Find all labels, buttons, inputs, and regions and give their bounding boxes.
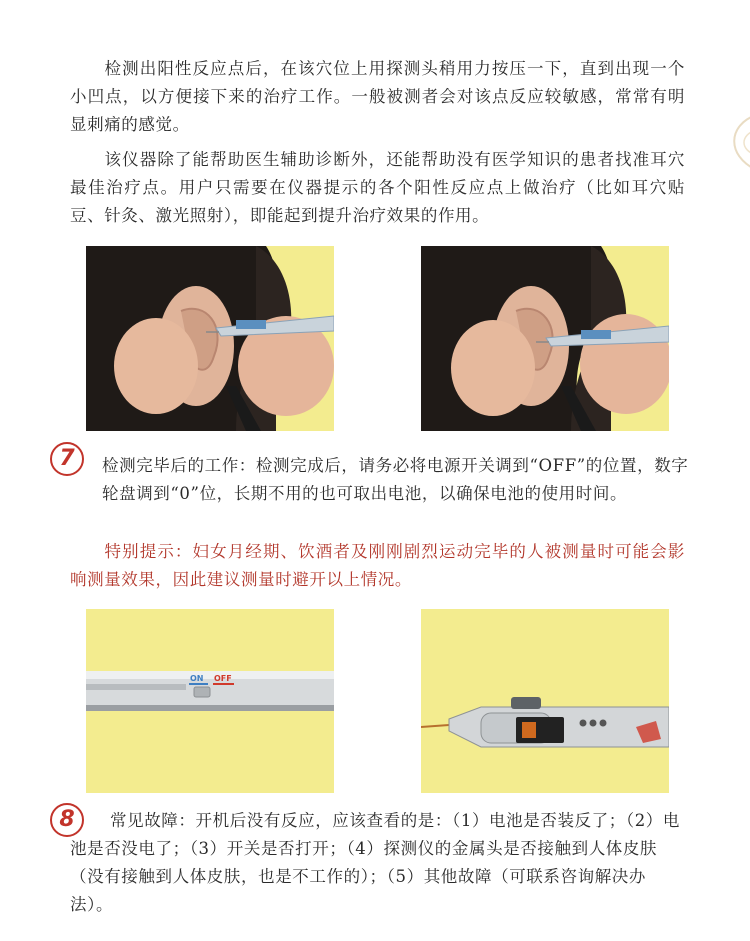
corner-ornament-icon	[718, 110, 750, 180]
switch-off-label: OFF	[214, 674, 232, 683]
power-switch-photo	[86, 609, 334, 793]
ear-detection-photo-2	[421, 246, 669, 431]
intro-paragraph-2: 该仪器除了能帮助医生辅助诊断外，还能帮助没有医学知识的患者找准耳穴最佳治疗点。用户只需要在仪器提示的各个阳性反应点上做治疗（比如耳穴贴豆、针灸、激光照射），即能起到提升治疗效果的作用。	[70, 150, 685, 225]
section-8-text: 常见故障：开机后没有反应，应该查看的是：（1）电池是否装反了；（2）电池是否没电了；（3）开关是否打开；（4）探测仪的金属头是否接触到人体皮肤（没有接触到人体皮肤，也是不工作的）；（5）其他故障（可联系咨询解决办法）。	[70, 811, 680, 914]
special-tip-text: 特别提示：妇女月经期、饮酒者及刚刚剧烈运动完毕的人被测量时可能会影响测量效果，因此建议测量时避开以上情况。	[70, 542, 685, 589]
ear-detection-photo-1	[86, 246, 334, 431]
switch-on-label: ON	[190, 674, 204, 683]
intro-paragraph-1: 检测出阳性反应点后，在该穴位上用探测头稍用力按压一下，直到出现一个小凹点，以方便接下来的治疗工作。一般被测者会对该点反应较敏感，常常有明显刺痛的感觉。	[70, 59, 685, 134]
section-number-8-badge: 8	[50, 803, 84, 837]
section-7-text: 检测完毕后的工作：检测完成后，请务必将电源开关调到“OFF”的位置，数字轮盘调到“0”位，长期不用的也可取出电池，以确保电池的使用时间。	[102, 456, 689, 503]
detector-probe-photo	[421, 609, 669, 793]
section-number-7-badge: 7	[50, 442, 84, 476]
